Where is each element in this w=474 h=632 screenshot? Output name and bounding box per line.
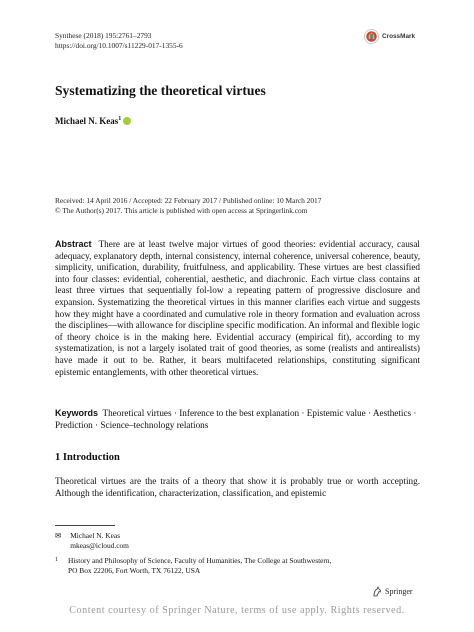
intro-paragraph: Theoretical virtues are the traits of a theory that show it is probably true or worth accepting. Although the identification, characterization, classification, and epistemic (55, 476, 420, 498)
article-title: Systematizing the theoretical virtues (55, 83, 266, 98)
affiliation-line-1: History and Philosophy of Science, Faculty of Humanities, The College at Southwestern, (68, 556, 332, 565)
section-heading: 1 Introduction (55, 452, 120, 463)
abstract-text: There are at least twelve major virtues of good theories: evidential accuracy, causal adequacy, explanatory depth, internal consistency, internal coherence, universal coherence, beauty, simplicity, unification, durability, fruitfulness, and applicability. These virtues are best classified into four classes: evidential, coherential, aesthetic, and diachronic. Each virtue class contains at least three virtues that sequentially fol-low a repeating pattern of progressive disclosure and expansion. Systematizing the theoretical virtues in this manner clarifies each virtue and suggests how they might have a coordinated and cumulative role in theory formation and evaluation across the disciplines—with allowance for discipline specific modification. An informal and flexible logic of theory choice is in the making here. Evidential accuracy (empirical fit), according to my systematization, is not a largely isolated trait of good theories, as some (realists and antirealists) have made it out to be. Rather, it bears multifaceted relationships, constituting significant epistemic entanglements, with other theoretical virtues. (55, 239, 420, 377)
orcid-icon[interactable] (123, 117, 131, 125)
author-name[interactable]: Michael N. Keas (55, 116, 119, 126)
crossmark-icon (364, 29, 379, 44)
affiliation-number: 1 (55, 557, 58, 563)
keywords-label: Keywords (55, 408, 99, 418)
abstract-label: Abstract (55, 239, 92, 249)
footnote-affiliation (55, 556, 331, 575)
footnote-divider (55, 525, 115, 526)
publication-dates (55, 196, 435, 215)
author-line (55, 116, 131, 126)
keywords (55, 408, 420, 431)
doi-link[interactable]: https://doi.org/10.1007/s11229-017-1355-6 (55, 41, 183, 50)
publisher-mark (372, 586, 413, 597)
contact-email[interactable]: mkeas@icloud.com (70, 540, 129, 550)
crossmark-label: CrossMark (382, 33, 416, 40)
crossmark-badge[interactable] (364, 29, 415, 44)
journal-citation (55, 31, 183, 51)
footnote-contact (55, 531, 129, 550)
copyright-line: © The Author(s) 2017. This article is published with open access at Springerlink.com (55, 205, 308, 215)
contact-name: Michael N. Keas (70, 531, 121, 540)
envelope-icon: ✉ (55, 531, 62, 540)
dates-line: Received: 14 April 2016 / Accepted: 22 February 2017 / Published online: 10 March 2017 (55, 196, 322, 205)
journal-line: Synthese (2018) 195:2761–2793 (55, 31, 152, 40)
springer-horse-icon (372, 586, 382, 597)
keywords-text: Theoretical virtues · Inference to the best explanation · Epistemic value · Aesthetics · Prediction · Science–technology relations (55, 408, 417, 430)
publisher-name: Springer (385, 587, 413, 596)
courtesy-notice: Content courtesy of Springer Nature, terms of use apply. Rights reserved. (69, 605, 405, 616)
abstract (55, 239, 420, 378)
affiliation-line-2: PO Box 22206, Fort Worth, TX 76122, USA (68, 565, 201, 575)
author-affiliation-sup: 1 (118, 116, 122, 122)
